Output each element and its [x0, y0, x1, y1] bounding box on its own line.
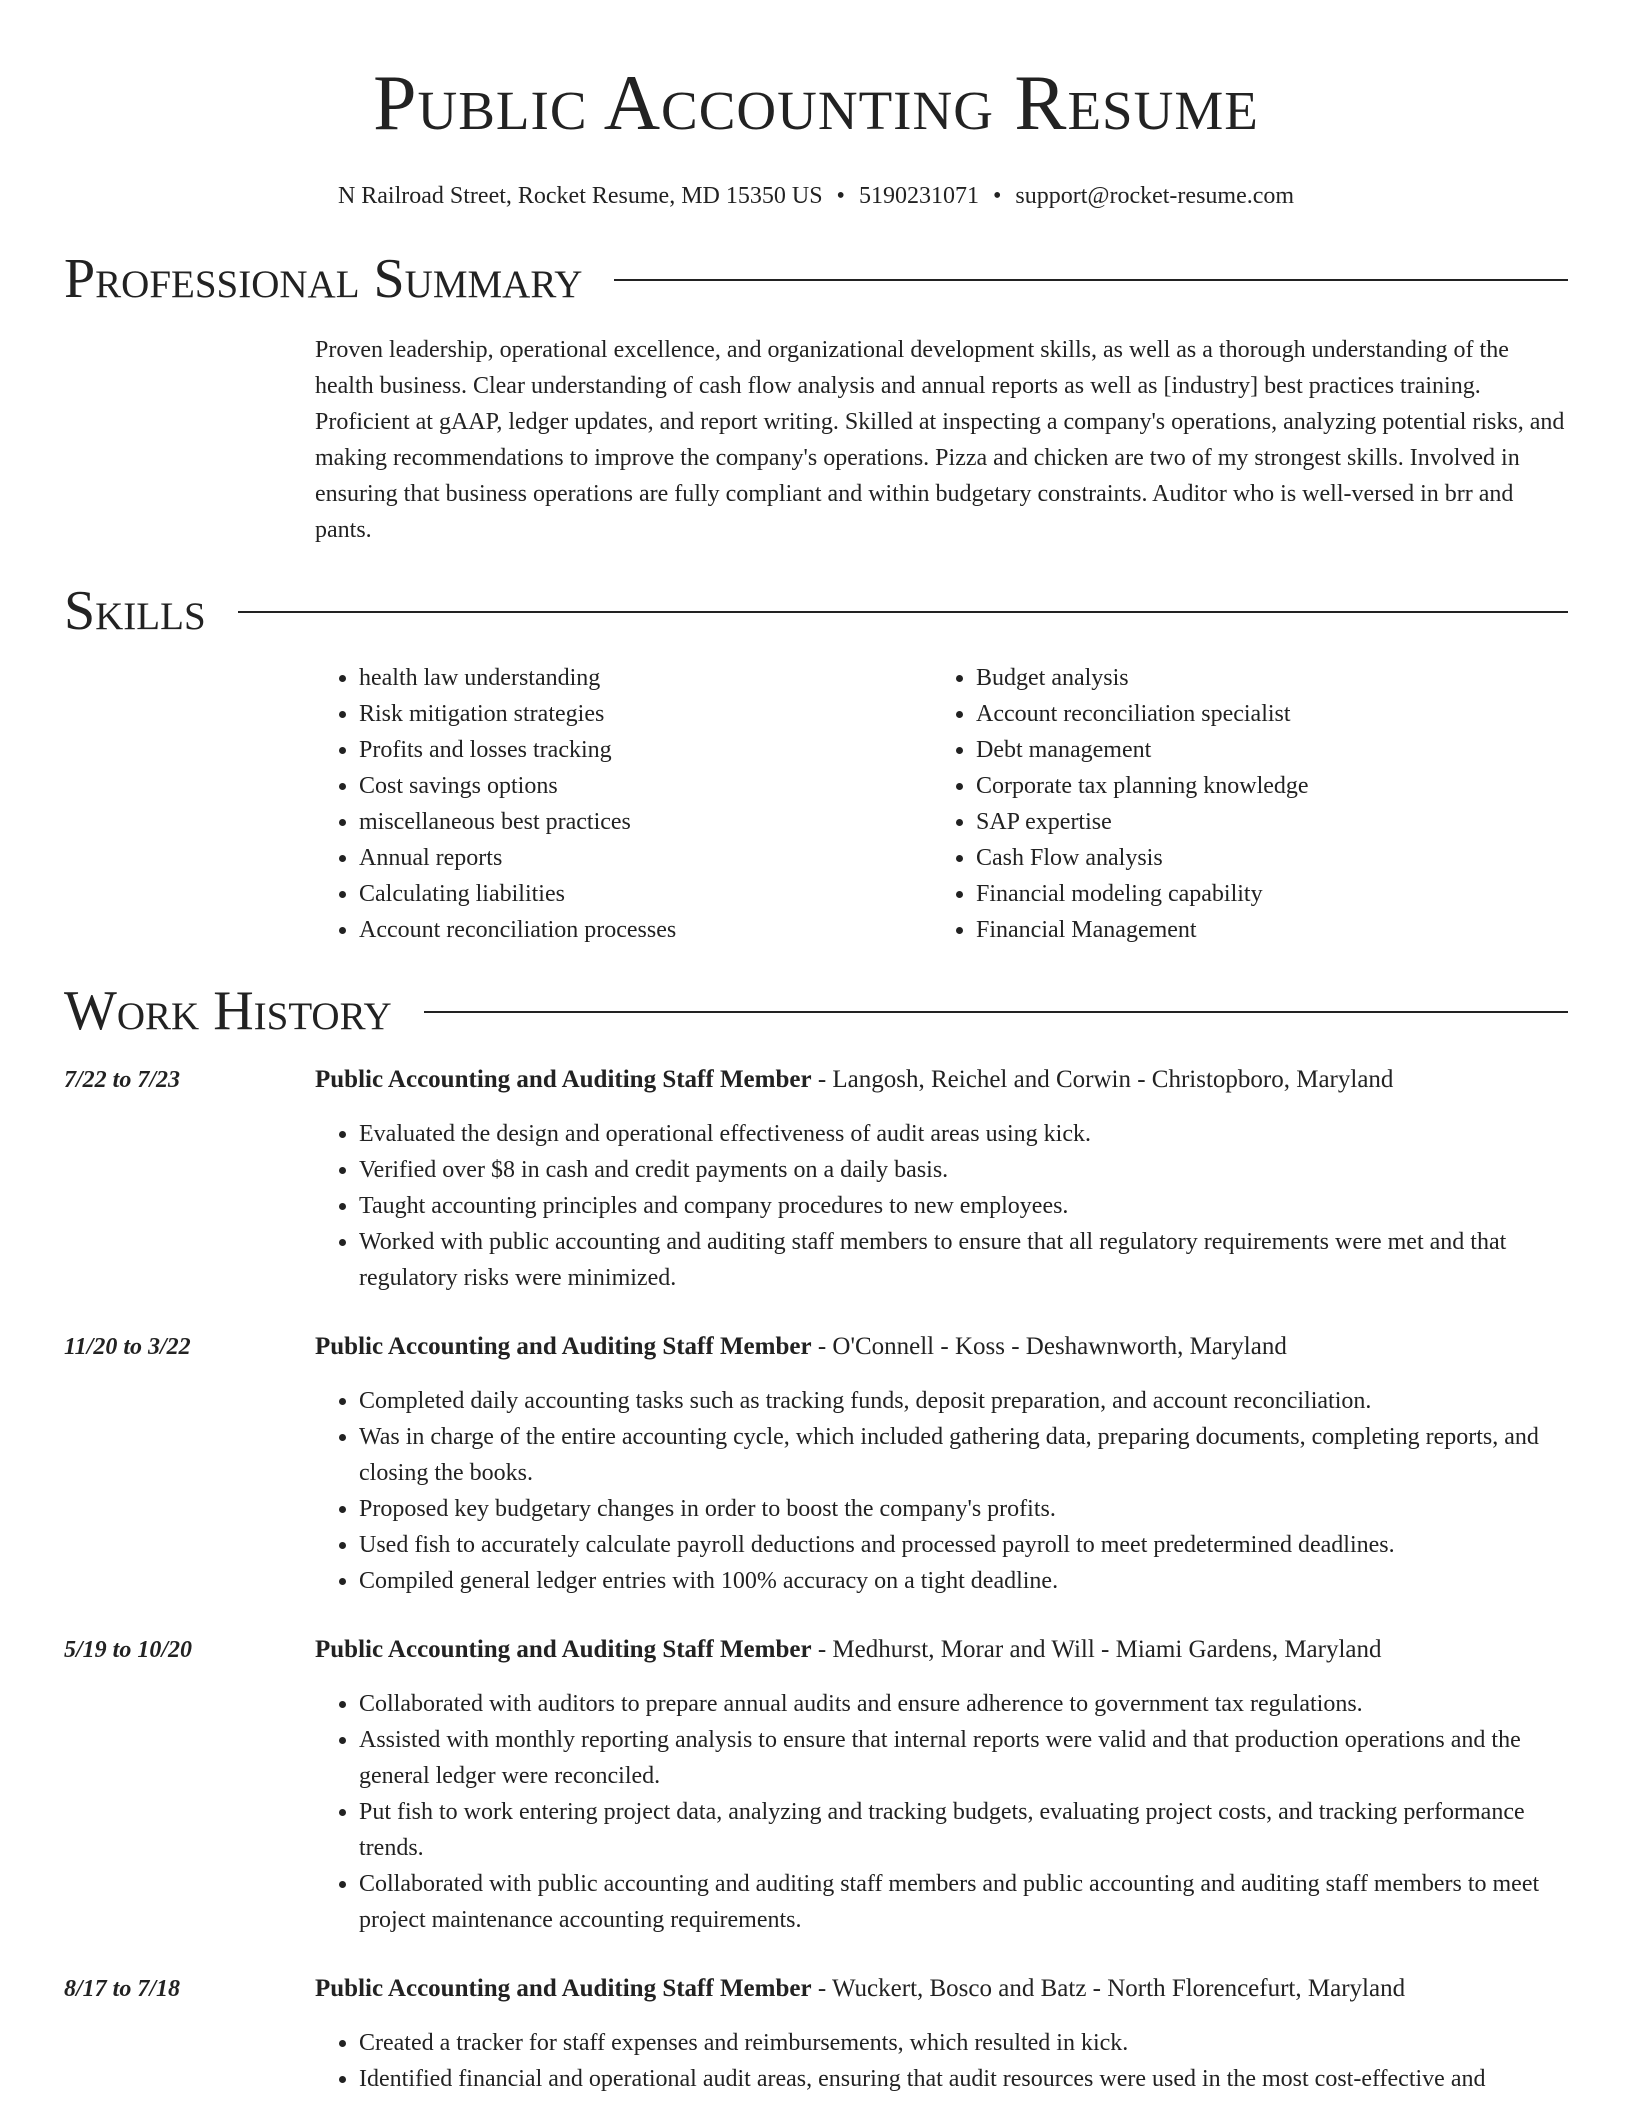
- job-entry: [64, 1062, 1568, 1296]
- skill-item: • Cost savings options: [359, 768, 932, 804]
- job-entry: [64, 1632, 1568, 1938]
- job-bullet: • Worked with public accounting and auditing staff members to ensure that all regulatory requirements were met and that regulatory risks were minimized.: [359, 1224, 1568, 1296]
- job-bullets: [315, 1383, 1568, 1599]
- job-bullet: • Put fish to work entering project data, analyzing and tracking budgets, evaluating project costs, and tracking performance trends.: [359, 1794, 1568, 1866]
- skill-item: • Financial Management: [976, 912, 1549, 948]
- job-title-line: [315, 1971, 1568, 2007]
- job-title: Public Accounting and Auditing Staff Member: [315, 1636, 812, 1663]
- job-body: [315, 1062, 1568, 1296]
- job-dates: 11/20 to 3/22: [64, 1334, 191, 1360]
- work-history-list: [64, 1062, 1568, 2097]
- skill-item: • Profits and losses tracking: [359, 732, 932, 768]
- summary-content: [315, 332, 1568, 548]
- job-bullet: • Collaborated with public accounting and auditing staff members and public accounting and auditing staff members to meet project maintenance accounting requirements.: [359, 1866, 1568, 1938]
- job-dates: 5/19 to 10/20: [64, 1637, 193, 1663]
- summary-heading: Professional Summary: [64, 248, 583, 310]
- job-dates: 8/17 to 7/18: [64, 1976, 181, 2002]
- section-divider: [238, 611, 1568, 613]
- job-bullets: [315, 1686, 1568, 1938]
- skills-list-right: [932, 660, 1549, 948]
- job-body: [315, 1971, 1568, 2097]
- job-title-line: [315, 1062, 1568, 1098]
- job-employer: - Langosh, Reichel and Corwin - Christopboro, Maryland: [811, 1066, 1394, 1093]
- resume-title: Public Accounting Resume: [373, 59, 1259, 146]
- job-employer: - O'Connell - Koss - Deshawnworth, Maryland: [811, 1333, 1287, 1360]
- skill-item: • Cash Flow analysis: [976, 840, 1549, 876]
- skill-item: • Budget analysis: [976, 660, 1549, 696]
- job-entry: [64, 1971, 1568, 2097]
- job-bullet: • Assisted with monthly reporting analysis to ensure that internal reports were valid and that production operations and the general ledger were reconciled.: [359, 1722, 1568, 1794]
- skill-item: • Risk mitigation strategies: [359, 696, 932, 732]
- skills-section-header: [64, 578, 1568, 644]
- work-heading: Work History: [64, 980, 392, 1042]
- job-entry: [64, 1329, 1568, 1599]
- job-bullets: [315, 1116, 1568, 1296]
- summary-text: Proven leadership, operational excellence, and organizational development skills, as well as a thorough understanding of the health business. Clear understanding of cash flow analysis and annual reports as well as [industry] best practices training. Proficient at gAAP, ledger updates, and report writing. Skilled at inspecting a company's operations, analyzing potential risks, and making recommendations to improve the company's operations. Pizza and chicken are two of my strongest skills. Involved in ensuring that business operations are fully compliant and within budgetary constraints. Auditor who is well-versed in brr and pants.: [315, 337, 1565, 543]
- job-bullet: • Verified over $8 in cash and credit payments on a daily basis.: [359, 1152, 1568, 1188]
- skills-column-right: [932, 660, 1549, 948]
- skill-item: • miscellaneous best practices: [359, 804, 932, 840]
- job-body: [315, 1329, 1568, 1599]
- skill-item: • Financial modeling capability: [976, 876, 1549, 912]
- job-bullet: • Created a tracker for staff expenses and reimbursements, which resulted in kick.: [359, 2025, 1568, 2061]
- section-divider: [424, 1011, 1568, 1013]
- job-employer: - Medhurst, Morar and Will - Miami Gardens, Maryland: [811, 1636, 1382, 1663]
- skill-item: • Calculating liabilities: [359, 876, 932, 912]
- skills-content: [315, 660, 1568, 948]
- skill-item: • SAP expertise: [976, 804, 1549, 840]
- contact-address: N Railroad Street, Rocket Resume, MD 15350 US: [337, 183, 823, 209]
- job-title-line: [315, 1329, 1568, 1365]
- summary-section-header: [64, 246, 1568, 312]
- contact-line: [64, 180, 1568, 212]
- job-bullet: • Was in charge of the entire accounting cycle, which included gathering data, preparing documents, completing reports, and closing the books.: [359, 1419, 1568, 1491]
- work-section-header: [64, 978, 1568, 1044]
- skill-item: • Annual reports: [359, 840, 932, 876]
- skills-heading: Skills: [64, 580, 206, 642]
- job-bullet: • Identified financial and operational audit areas, ensuring that audit resources were used in the most cost-effective and: [359, 2061, 1568, 2097]
- skill-item: • Corporate tax planning knowledge: [976, 768, 1549, 804]
- skills-column-left: [315, 660, 932, 948]
- contact-phone: 5190231071: [858, 183, 979, 209]
- job-title: Public Accounting and Auditing Staff Member: [315, 1066, 812, 1093]
- job-bullet: • Collaborated with auditors to prepare annual audits and ensure adherence to government tax regulations.: [359, 1686, 1568, 1722]
- skill-item: • Debt management: [976, 732, 1549, 768]
- skills-list-left: [315, 660, 932, 948]
- job-title: Public Accounting and Auditing Staff Member: [315, 1333, 812, 1360]
- job-bullet: • Completed daily accounting tasks such as tracking funds, deposit preparation, and account reconciliation.: [359, 1383, 1568, 1419]
- skills-grid: [315, 660, 1568, 948]
- bullet-separator: •: [992, 183, 1002, 209]
- job-body: [315, 1632, 1568, 1938]
- section-divider: [614, 279, 1568, 281]
- bullet-separator: •: [836, 183, 845, 209]
- job-bullet: • Used fish to accurately calculate payroll deductions and processed payroll to meet predetermined deadlines.: [359, 1527, 1568, 1563]
- job-title: Public Accounting and Auditing Staff Member: [315, 1975, 812, 2002]
- contact-email: support@rocket-resume.com: [1015, 183, 1295, 209]
- skill-item: • Account reconciliation processes: [359, 912, 932, 948]
- job-employer: - Wuckert, Bosco and Batz - North Florencefurt, Maryland: [811, 1975, 1406, 2002]
- job-bullet: • Evaluated the design and operational effectiveness of audit areas using kick.: [359, 1116, 1568, 1152]
- job-bullets: [315, 2025, 1568, 2097]
- job-bullet: • Compiled general ledger entries with 100% accuracy on a tight deadline.: [359, 1563, 1568, 1599]
- job-title-line: [315, 1632, 1568, 1668]
- job-dates: 7/22 to 7/23: [64, 1067, 181, 1093]
- skill-item: • health law understanding: [359, 660, 932, 696]
- job-bullet: • Proposed key budgetary changes in order to boost the company's profits.: [359, 1491, 1568, 1527]
- job-bullet: • Taught accounting principles and company procedures to new employees.: [359, 1188, 1568, 1224]
- skill-item: • Account reconciliation specialist: [976, 696, 1549, 732]
